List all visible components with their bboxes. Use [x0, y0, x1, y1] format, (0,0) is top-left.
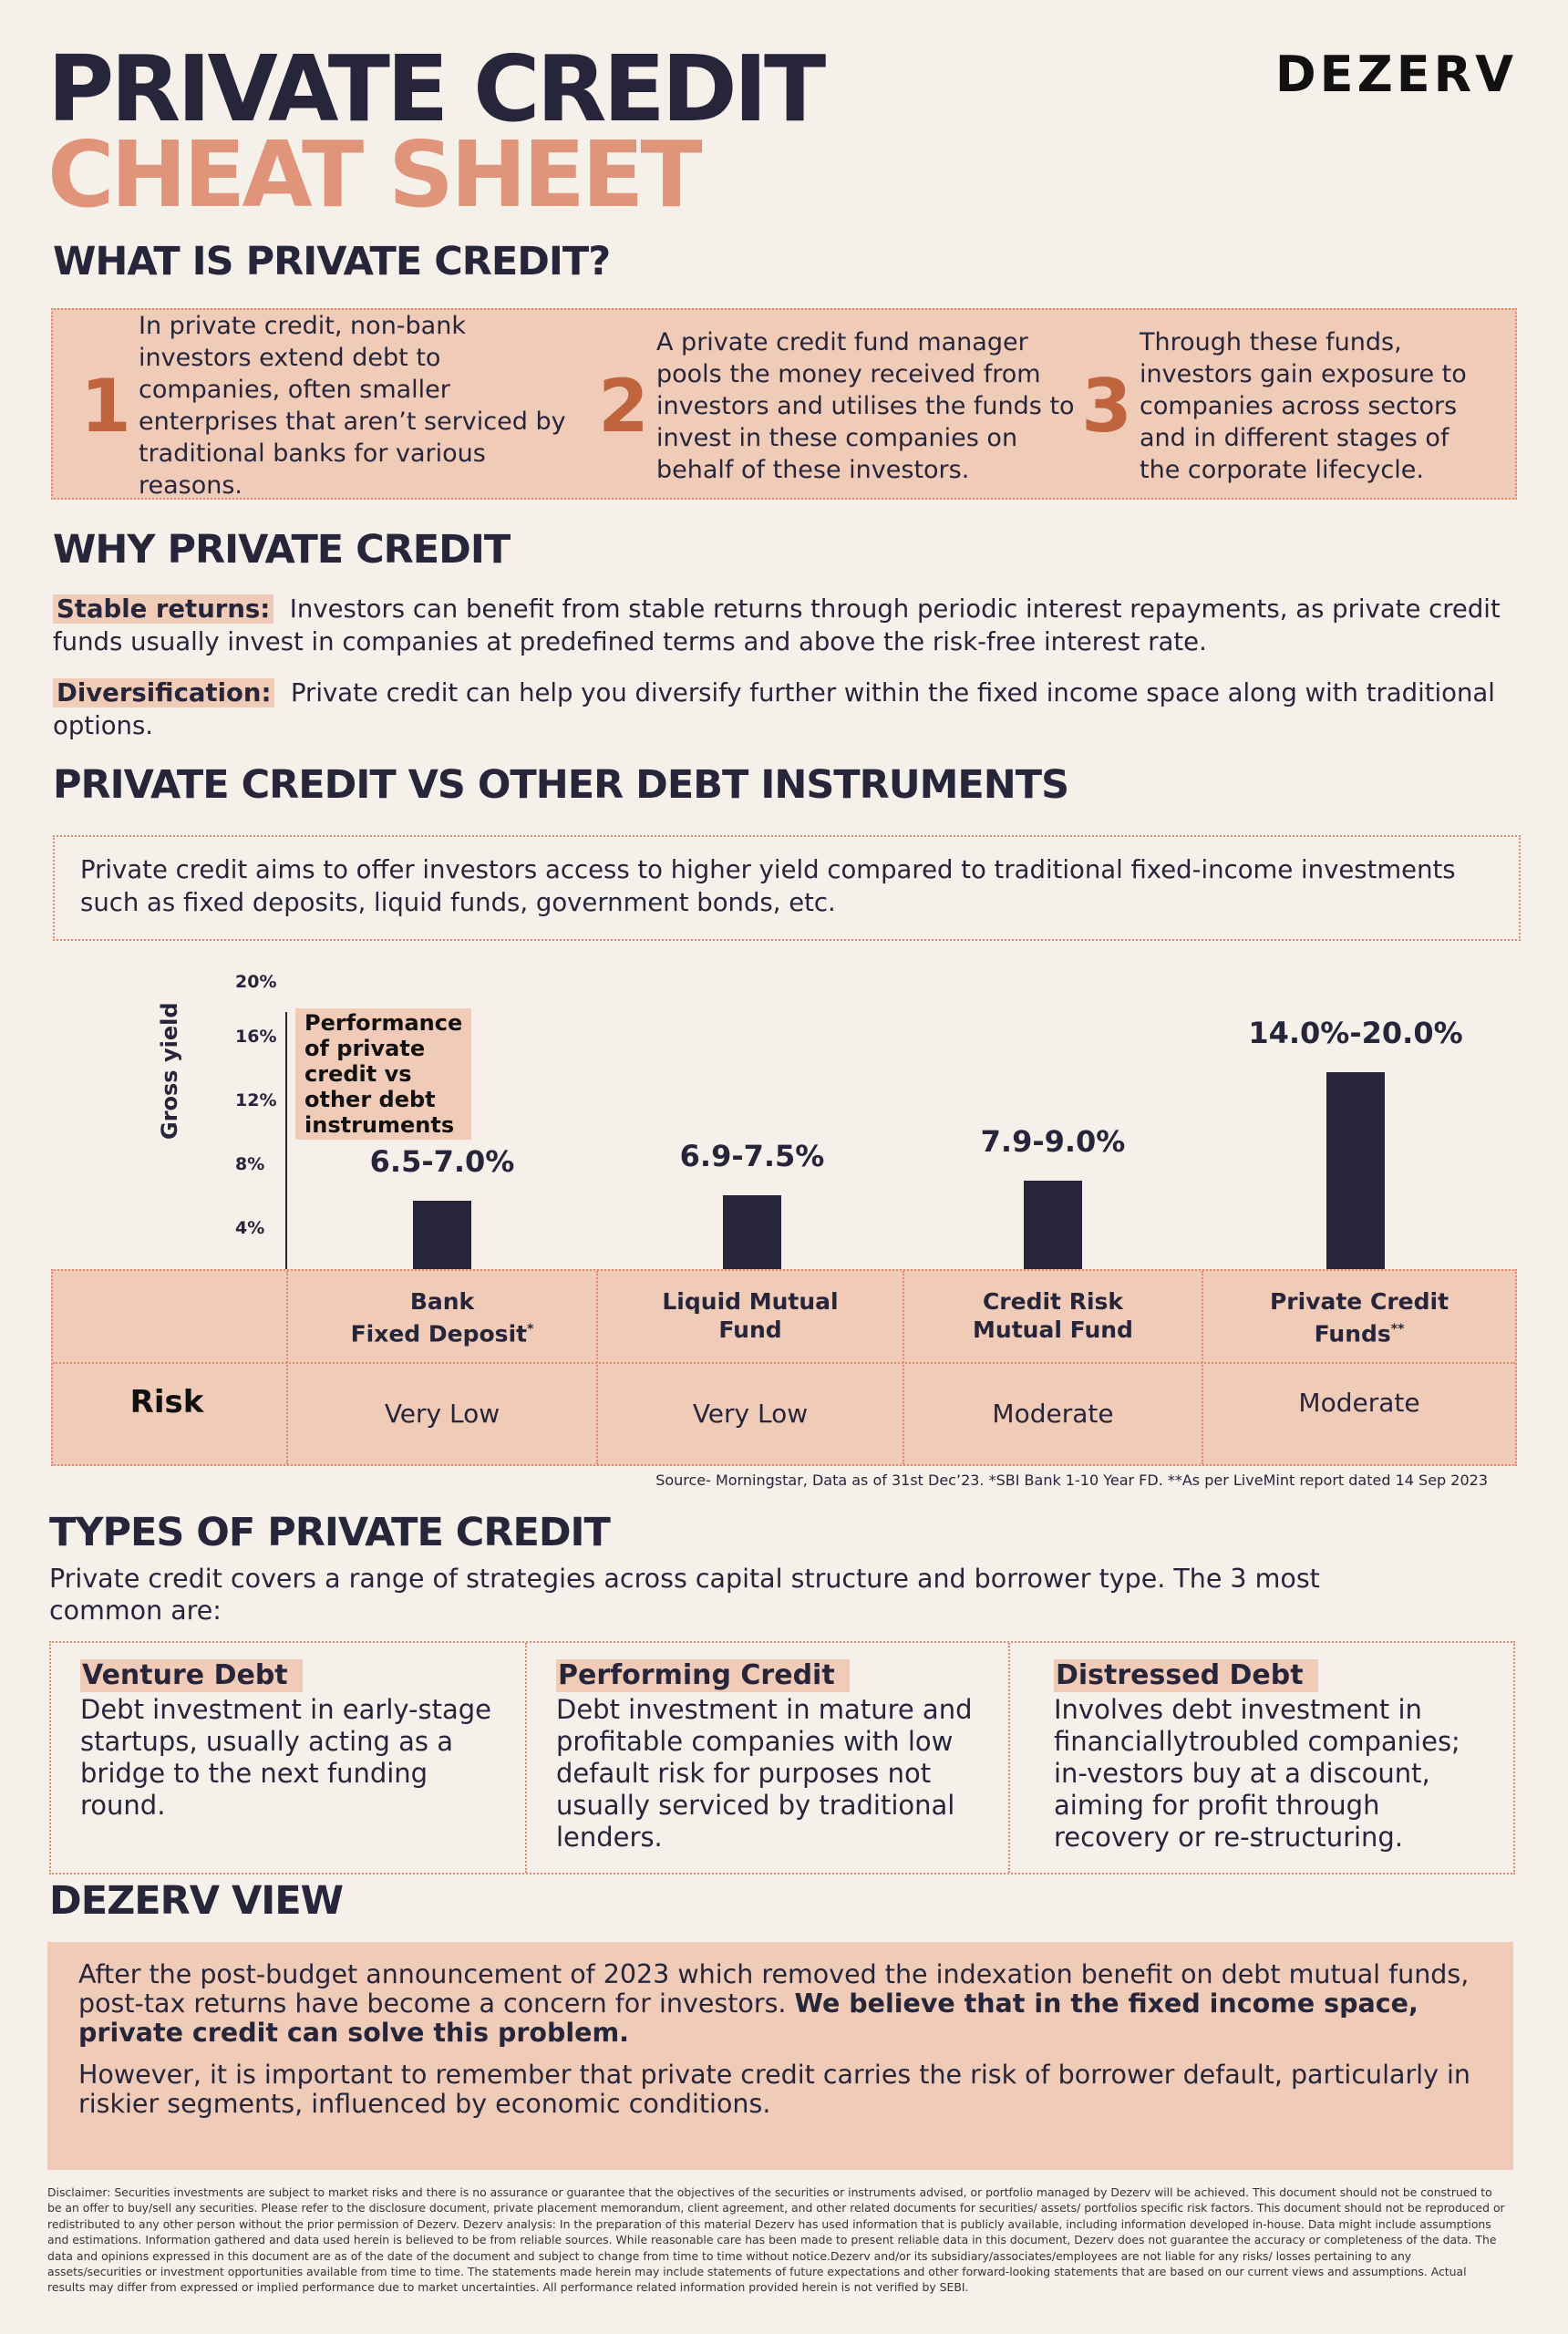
types-box: [49, 1641, 1515, 1874]
y-tick: 4%: [235, 1218, 265, 1238]
type-text: Debt investment in early-stage startups, usually acting as a bridge to the next funding round.: [80, 1694, 492, 1821]
y-axis-label: Gross yield: [157, 1002, 182, 1140]
table-column: [1203, 1271, 1515, 1464]
bar: [413, 1201, 471, 1269]
table-header: Bank Fixed Deposit*: [350, 1288, 534, 1348]
view-emphasis: We believe that in the fixed income space, private credit can solve this problem.: [78, 1988, 1418, 2048]
view-paragraph-2: However, it is important to remember that private credit carries the risk of borrower default, particularly in riskier segments, influenced by economic conditions.: [78, 2060, 1470, 2119]
type-title: Distressed Debt: [1054, 1659, 1318, 1692]
vs-intro: Private credit aims to offer investors access to higher yield compared to traditional fixed-income investments such as fixed deposits, liquid funds, government bonds, etc.: [53, 835, 1521, 941]
view-heading: DEZERV VIEW: [49, 1878, 344, 1924]
type-distressed-debt: [1054, 1659, 1501, 1854]
types-divider: [525, 1643, 527, 1873]
bar: [723, 1195, 781, 1269]
table-header: Liquid Mutual Fund: [662, 1288, 839, 1343]
what-box: [51, 308, 1517, 500]
type-title: Venture Debt: [80, 1659, 303, 1692]
view-box: [47, 1942, 1513, 2170]
risk-value: Moderate: [1298, 1388, 1420, 1418]
y-axis-line: [285, 1012, 287, 1269]
why-point-diversification: [53, 676, 1511, 742]
why-text: Private credit can help you diversify further within the fixed income space along with traditional options.: [53, 678, 1495, 740]
why-point-stable: [53, 593, 1511, 658]
risk-value: Very Low: [384, 1399, 500, 1429]
why-heading: WHY PRIVATE CREDIT: [53, 527, 511, 573]
vs-heading: PRIVATE CREDIT VS OTHER DEBT INSTRUMENTS: [53, 762, 1069, 808]
why-text: Investors can benefit from stable returns through periodic interest repayments, as private credit funds usually invest in companies at predefined terms and above the risk-free interest rate.: [53, 594, 1501, 656]
risk-table: [51, 1269, 1517, 1466]
table-column: [598, 1271, 904, 1464]
bar: [1024, 1181, 1082, 1269]
types-heading: TYPES OF PRIVATE CREDIT: [49, 1510, 610, 1555]
table-header: Credit Risk Mutual Fund: [973, 1288, 1133, 1343]
y-tick: 20%: [235, 972, 277, 992]
what-number: 3: [1081, 363, 1132, 449]
why-label: Diversification:: [53, 678, 274, 707]
page-title-line2: CHEAT SHEET: [47, 121, 699, 228]
bar-data-label: 6.5-7.0%: [369, 1143, 515, 1179]
types-divider: [1008, 1643, 1010, 1873]
bar-data-label: 14.0%-20.0%: [1248, 1016, 1463, 1051]
view-paragraph-1: After the post-budget announcement of 2023 which removed the indexation benefit on debt mutual funds, post-tax returns have become a concern for investors. We believe that in the fixed income space, private credit can solve this problem.: [78, 1959, 1470, 2048]
table-header: Private Credit Funds**: [1269, 1288, 1449, 1348]
table-column: [288, 1271, 598, 1464]
types-intro: Private credit covers a range of strategies across capital structure and borrower type. The 3 most common are:: [49, 1564, 1320, 1626]
what-heading: WHAT IS PRIVATE CREDIT?: [53, 239, 611, 284]
type-text: Debt investment in mature and profitable companies with low default risk for purposes not usually serviced by traditional lenders.: [556, 1694, 973, 1853]
page-title-line1: PRIVATE CREDIT: [47, 36, 823, 142]
what-number: 2: [598, 363, 649, 449]
source-note: Source- Morningstar, Data as of 31st Dec’23. *SBI Bank 1-10 Year FD. **As per LiveMint report dated 14 Sep 2023: [655, 1472, 1488, 1489]
risk-row-label: Risk: [129, 1384, 204, 1420]
what-item-1: [73, 312, 583, 500]
risk-value: Very Low: [692, 1399, 809, 1429]
y-tick: 8%: [235, 1154, 265, 1174]
what-text: Through these funds, investors gain exposure to companies across sectors and in different stages of the corporate lifecycle.: [1140, 327, 1467, 484]
what-item-2: [591, 323, 1138, 489]
table-label-column: [53, 1271, 288, 1464]
type-text: Involves debt investment in financiallytroubled companies; in-vestors buy at a discount, aiming for profit through recovery or re-structuring.: [1054, 1694, 1460, 1853]
bar: [1326, 1072, 1385, 1269]
y-tick: 16%: [235, 1027, 277, 1047]
dezerv-logo: DEZERV: [1274, 46, 1517, 103]
what-text: A private credit fund manager pools the money received from investors and utilises the funds to invest in these companies on behalf of these investors.: [656, 327, 1075, 484]
what-item-3: [1074, 323, 1502, 489]
bar-data-label: 6.9-7.5%: [679, 1139, 825, 1174]
type-performing-credit: [556, 1659, 994, 1854]
what-text: In private credit, non-bank investors extend debt to companies, often smaller enterprises that aren’t serviced by traditional banks for various reasons.: [139, 312, 566, 500]
bar-data-label: 7.9-9.0%: [980, 1123, 1126, 1159]
risk-value: Moderate: [992, 1399, 1114, 1429]
what-number: 1: [80, 363, 131, 449]
type-title: Performing Credit: [556, 1659, 850, 1692]
type-venture-debt: [80, 1659, 509, 1822]
y-tick: 12%: [235, 1090, 277, 1110]
chart-title: Performance of private credit vs other debt instruments: [295, 1008, 471, 1140]
why-label: Stable returns:: [53, 594, 273, 624]
table-column: [904, 1271, 1203, 1464]
disclaimer: Disclaimer: Securities investments are subject to market risks and there is no assurance or guarantee that the objectives of the securities or instruments advised, or portfolio managed by Dezerv will be achieved. This document should not be construed to be an offer to buy/sell any securities. Please refer to the disclosure document, private placement memorandum, client agreement, and other related documents for securities/ assets/ portfolios specific risk factors. This document should not be reproduced or redistributed to any other person without the prior permission of Dezerv. Dezerv analysis: In the preparation of this material Dezerv has used information that is publicly available, including information developed in-house. Data might include assumptions and estimations. Information gathered and data used herein is believed to be from reliable sources. While reasonable care has been made to present reliable data in this document, Dezerv does not guarantee the accuracy or completeness of the data. The data and opinions expressed in this document are as of the date of the document and subject to change from time to time without notice.Dezerv and/or its subsidiary/associates/employees are not liable for any risks/ losses pertaining to any assets/securities or investment opportunities available from time to time. The statements made herein may include statements of future expectations and other forward-looking statements that are based on our current views and assumptions. Actual results may differ from expressed or implied performance due to market uncertainties. All performance related information provided herein is not verified by SEBI.: [47, 2185, 1505, 2295]
